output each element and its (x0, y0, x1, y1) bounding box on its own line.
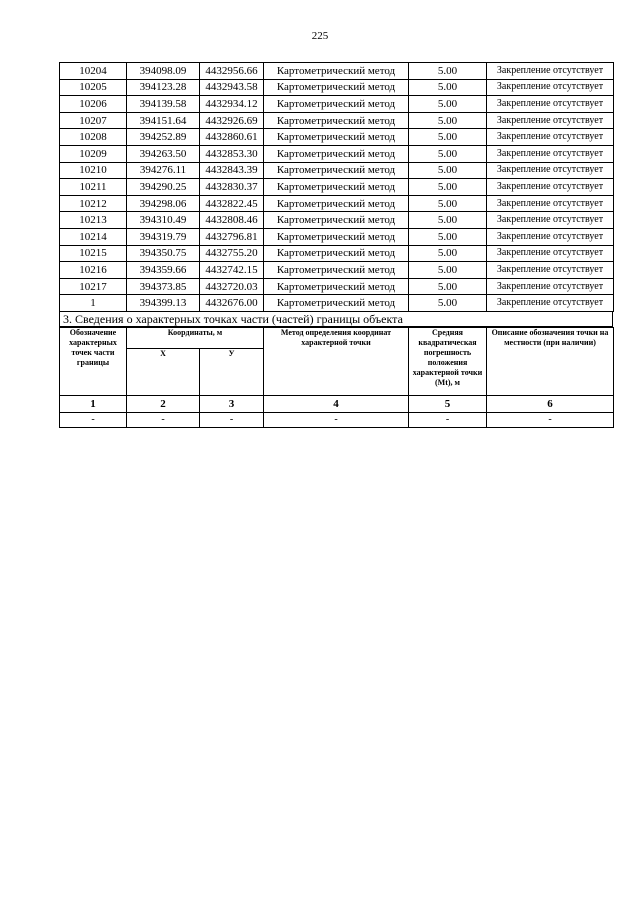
point-id-cell: 10213 (60, 212, 127, 229)
empty-cell: - (127, 412, 200, 427)
point-id-cell: 10215 (60, 245, 127, 262)
description-cell: Закрепление отсутствует (487, 63, 614, 80)
points-table (59, 62, 614, 312)
table-row (60, 63, 614, 80)
description-cell: Закрепление отсутствует (487, 162, 614, 179)
method-cell: Картометрический метод (264, 179, 409, 196)
point-id-cell: 10212 (60, 195, 127, 212)
coordinate-y-cell: 4432860.61 (200, 129, 264, 146)
method-cell: Картометрический метод (264, 79, 409, 96)
table-row (60, 79, 614, 96)
method-cell: Картометрический метод (264, 228, 409, 245)
description-cell: Закрепление отсутствует (487, 262, 614, 279)
coordinate-y-cell: 4432720.03 (200, 278, 264, 295)
table-row (60, 228, 614, 245)
table-row (60, 278, 614, 295)
method-cell: Картометрический метод (264, 96, 409, 113)
point-id-cell: 10217 (60, 278, 127, 295)
description-cell: Закрепление отсутствует (487, 79, 614, 96)
section-3-title: 3. Сведения о характерных точках части (частей) границы объекта (59, 312, 613, 327)
document-body (59, 62, 613, 428)
description-cell: Закрепление отсутствует (487, 245, 614, 262)
coordinate-y-cell: 4432943.58 (200, 79, 264, 96)
coordinate-y-cell: 4432808.46 (200, 212, 264, 229)
table-row (60, 295, 614, 312)
method-cell: Картометрический метод (264, 262, 409, 279)
column-number: 2 (127, 395, 200, 412)
empty-cell: - (200, 412, 264, 427)
empty-data-row (60, 412, 614, 427)
accuracy-cell: 5.00 (409, 63, 487, 80)
point-id-cell: 10204 (60, 63, 127, 80)
coordinate-x-cell: 394098.09 (127, 63, 200, 80)
point-id-cell: 10214 (60, 228, 127, 245)
accuracy-cell: 5.00 (409, 278, 487, 295)
coordinate-x-cell: 394310.49 (127, 212, 200, 229)
point-id-cell: 10206 (60, 96, 127, 113)
coordinate-x-cell: 394350.75 (127, 245, 200, 262)
column-number: 4 (264, 395, 409, 412)
coordinate-y-cell: 4432830.37 (200, 179, 264, 196)
header-designation: Обозначение характерных точек части границы (60, 327, 127, 395)
header-coordinates: Координаты, м (127, 327, 264, 348)
column-numbers-row (60, 395, 614, 412)
table-row (60, 212, 614, 229)
section-3-table (59, 327, 614, 428)
coordinate-x-cell: 394359.66 (127, 262, 200, 279)
column-number: 5 (409, 395, 487, 412)
header-description: Описание обозначения точки на местности (при наличии) (487, 327, 614, 395)
column-number: 6 (487, 395, 614, 412)
table-row (60, 129, 614, 146)
coordinate-y-cell: 4432926.69 (200, 112, 264, 129)
page-number: 225 (311, 30, 329, 42)
table-row (60, 112, 614, 129)
method-cell: Картометрический метод (264, 245, 409, 262)
coordinate-x-cell: 394276.11 (127, 162, 200, 179)
description-cell: Закрепление отсутствует (487, 295, 614, 312)
empty-cell: - (264, 412, 409, 427)
point-id-cell: 10211 (60, 179, 127, 196)
coordinate-x-cell: 394298.06 (127, 195, 200, 212)
description-cell: Закрепление отсутствует (487, 212, 614, 229)
coordinate-x-cell: 394139.58 (127, 96, 200, 113)
point-id-cell: 10208 (60, 129, 127, 146)
description-cell: Закрепление отсутствует (487, 195, 614, 212)
coordinate-x-cell: 394373.85 (127, 278, 200, 295)
empty-cell: - (60, 412, 127, 427)
accuracy-cell: 5.00 (409, 262, 487, 279)
points-table-body (60, 63, 614, 312)
accuracy-cell: 5.00 (409, 112, 487, 129)
table-row (60, 145, 614, 162)
coordinate-x-cell: 394151.64 (127, 112, 200, 129)
point-id-cell: 10209 (60, 145, 127, 162)
table-row (60, 262, 614, 279)
point-id-cell: 10207 (60, 112, 127, 129)
method-cell: Картометрический метод (264, 129, 409, 146)
coordinate-x-cell: 394399.13 (127, 295, 200, 312)
method-cell: Картометрический метод (264, 212, 409, 229)
method-cell: Картометрический метод (264, 295, 409, 312)
header-method: Метод определения координат характерной точки (264, 327, 409, 395)
accuracy-cell: 5.00 (409, 79, 487, 96)
accuracy-cell: 5.00 (409, 162, 487, 179)
coordinate-x-cell: 394252.89 (127, 129, 200, 146)
coordinate-x-cell: 394123.28 (127, 79, 200, 96)
method-cell: Картометрический метод (264, 112, 409, 129)
method-cell: Картометрический метод (264, 63, 409, 80)
method-cell: Картометрический метод (264, 145, 409, 162)
accuracy-cell: 5.00 (409, 228, 487, 245)
accuracy-cell: 5.00 (409, 245, 487, 262)
description-cell: Закрепление отсутствует (487, 96, 614, 113)
coordinate-y-cell: 4432676.00 (200, 295, 264, 312)
description-cell: Закрепление отсутствует (487, 278, 614, 295)
coordinate-y-cell: 4432934.12 (200, 96, 264, 113)
header-accuracy: Средняя квадратическая погрешность положения характерной точки (Mt), м (409, 327, 487, 395)
accuracy-cell: 5.00 (409, 195, 487, 212)
description-cell: Закрепление отсутствует (487, 228, 614, 245)
coordinate-y-cell: 4432822.45 (200, 195, 264, 212)
point-id-cell: 10216 (60, 262, 127, 279)
accuracy-cell: 5.00 (409, 145, 487, 162)
coordinate-x-cell: 394319.79 (127, 228, 200, 245)
accuracy-cell: 5.00 (409, 96, 487, 113)
coordinate-y-cell: 4432956.66 (200, 63, 264, 80)
accuracy-cell: 5.00 (409, 179, 487, 196)
method-cell: Картометрический метод (264, 278, 409, 295)
accuracy-cell: 5.00 (409, 212, 487, 229)
method-cell: Картометрический метод (264, 162, 409, 179)
description-cell: Закрепление отсутствует (487, 129, 614, 146)
table-row (60, 245, 614, 262)
coordinate-y-cell: 4432843.39 (200, 162, 264, 179)
empty-cell: - (487, 412, 614, 427)
table-row (60, 195, 614, 212)
description-cell: Закрепление отсутствует (487, 179, 614, 196)
accuracy-cell: 5.00 (409, 129, 487, 146)
description-cell: Закрепление отсутствует (487, 112, 614, 129)
column-number: 1 (60, 395, 127, 412)
accuracy-cell: 5.00 (409, 295, 487, 312)
coordinate-x-cell: 394263.50 (127, 145, 200, 162)
coordinate-y-cell: 4432755.20 (200, 245, 264, 262)
point-id-cell: 10210 (60, 162, 127, 179)
point-id-cell: 10205 (60, 79, 127, 96)
table-row (60, 96, 614, 113)
header-y: У (200, 348, 264, 395)
description-cell: Закрепление отсутствует (487, 145, 614, 162)
table-row (60, 162, 614, 179)
empty-cell: - (409, 412, 487, 427)
coordinate-y-cell: 4432796.81 (200, 228, 264, 245)
column-number: 3 (200, 395, 264, 412)
point-id-cell: 1 (60, 295, 127, 312)
coordinate-x-cell: 394290.25 (127, 179, 200, 196)
coordinate-y-cell: 4432742.15 (200, 262, 264, 279)
header-x: X (127, 348, 200, 395)
table-row (60, 179, 614, 196)
coordinate-y-cell: 4432853.30 (200, 145, 264, 162)
method-cell: Картометрический метод (264, 195, 409, 212)
